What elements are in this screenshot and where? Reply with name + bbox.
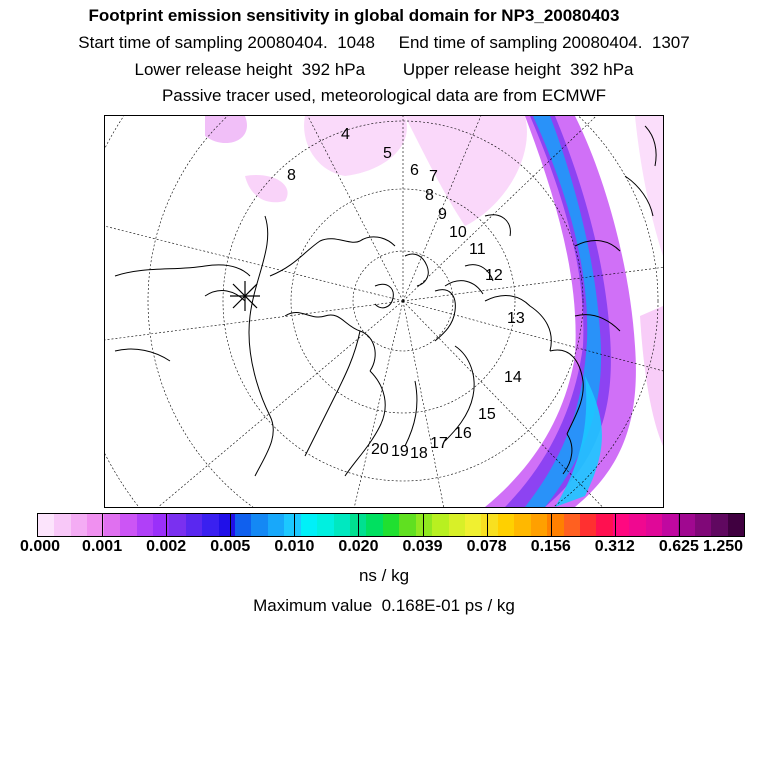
color-scale-cell: [416, 514, 432, 536]
color-scale-tick-label: 0.001: [82, 538, 123, 555]
color-scale-cell: [284, 514, 300, 536]
color-scale-tick-label: 0.039: [402, 538, 443, 555]
color-scale-divider: [230, 514, 231, 536]
track-label: 16: [454, 425, 472, 442]
color-scale-divider: [551, 514, 552, 536]
color-scale-divider: [615, 514, 616, 536]
color-scale-cell: [399, 514, 415, 536]
color-scale-cell: [54, 514, 70, 536]
color-scale-cell: [169, 514, 185, 536]
color-scale-divider: [102, 514, 103, 536]
color-scale-divider: [294, 514, 295, 536]
color-scale-divider: [423, 514, 424, 536]
polar-map-panel: [104, 115, 664, 508]
color-scale-cell: [383, 514, 399, 536]
color-scale-cell: [498, 514, 514, 536]
color-scale-divider: [166, 514, 167, 536]
color-scale-cell: [235, 514, 251, 536]
color-scale-tick-label: 1.250: [702, 538, 744, 555]
color-scale-tick-label: 0.020: [338, 538, 379, 555]
track-label: 19: [391, 443, 409, 460]
color-scale-cell: [268, 514, 284, 536]
color-scale-cell: [531, 514, 547, 536]
color-scale-cell: [120, 514, 136, 536]
color-scale-cell: [334, 514, 350, 536]
color-scale-cell: [465, 514, 481, 536]
color-scale-cell: [104, 514, 120, 536]
color-scale-cell: [449, 514, 465, 536]
track-label: 9: [438, 206, 447, 223]
track-label: 13: [507, 310, 525, 327]
maximum-value: Maximum value 0.168E-01 ps / kg: [253, 596, 515, 615]
track-label: 18: [410, 445, 428, 462]
color-scale-tick-label: 0.002: [146, 538, 187, 555]
color-scale-cell: [186, 514, 202, 536]
color-scale-cell: [432, 514, 448, 536]
track-label: 12: [485, 267, 503, 284]
track-label: 10: [449, 224, 467, 241]
color-scale-cell: [481, 514, 497, 536]
color-scale-cell: [547, 514, 563, 536]
color-scale-cell: [301, 514, 317, 536]
color-scale-divider: [487, 514, 488, 536]
color-scale-cell: [71, 514, 87, 536]
color-scale-divider: [679, 514, 680, 536]
color-scale-cell: [580, 514, 596, 536]
color-scale-cell: [514, 514, 530, 536]
color-scale-cell: [678, 514, 694, 536]
track-label: 8: [425, 187, 434, 204]
track-label: 7: [429, 168, 438, 185]
track-label: 14: [504, 369, 522, 386]
color-scale-tick-label: 0.005: [210, 538, 251, 555]
color-scale-tick-label: 0.000: [19, 538, 61, 555]
color-scale-tick-label: 0.078: [466, 538, 507, 555]
track-label: 20: [371, 441, 389, 458]
color-scale-cell: [662, 514, 678, 536]
color-scale-cell: [38, 514, 54, 536]
color-scale-cell: [728, 514, 744, 536]
color-scale-cell: [317, 514, 333, 536]
track-label: 17: [430, 435, 448, 452]
track-label: 11: [469, 241, 486, 258]
track-label: 6: [410, 162, 419, 179]
color-scale-cell: [646, 514, 662, 536]
color-scale-cell: [711, 514, 727, 536]
map-title: Footprint emission sensitivity in global domain for NP3_20080403: [88, 6, 620, 25]
track-label: 4: [341, 126, 350, 143]
track-label: 8: [287, 167, 296, 184]
color-scale-cell: [564, 514, 580, 536]
tracer-info-line: Passive tracer used, meteorological data are from ECMWF: [161, 86, 607, 105]
sampling-time-line: Start time of sampling 20080404. 1048 End time of sampling 20080404. 1307: [78, 33, 690, 52]
color-scale-cell: [629, 514, 645, 536]
color-scale-tick-label: 0.312: [594, 538, 635, 555]
color-scale-tick-label: 0.156: [530, 538, 571, 555]
color-scale-cell: [596, 514, 612, 536]
color-scale-cell: [202, 514, 218, 536]
color-scale-tick-label: 0.010: [274, 538, 315, 555]
track-label: 15: [478, 406, 496, 423]
color-scale-cell: [366, 514, 382, 536]
color-scale-cell: [137, 514, 153, 536]
color-scale-cell: [219, 514, 235, 536]
color-scale-cell: [695, 514, 711, 536]
color-scale-cell: [251, 514, 267, 536]
scale-unit: ns / kg: [358, 566, 410, 585]
color-scale-divider: [358, 514, 359, 536]
color-scale-bar: [37, 513, 745, 537]
color-scale-tick-label: 0.625: [658, 538, 699, 555]
track-label: 5: [383, 145, 392, 162]
release-height-line: Lower release height 392 hPa Upper release height 392 hPa: [134, 60, 634, 79]
